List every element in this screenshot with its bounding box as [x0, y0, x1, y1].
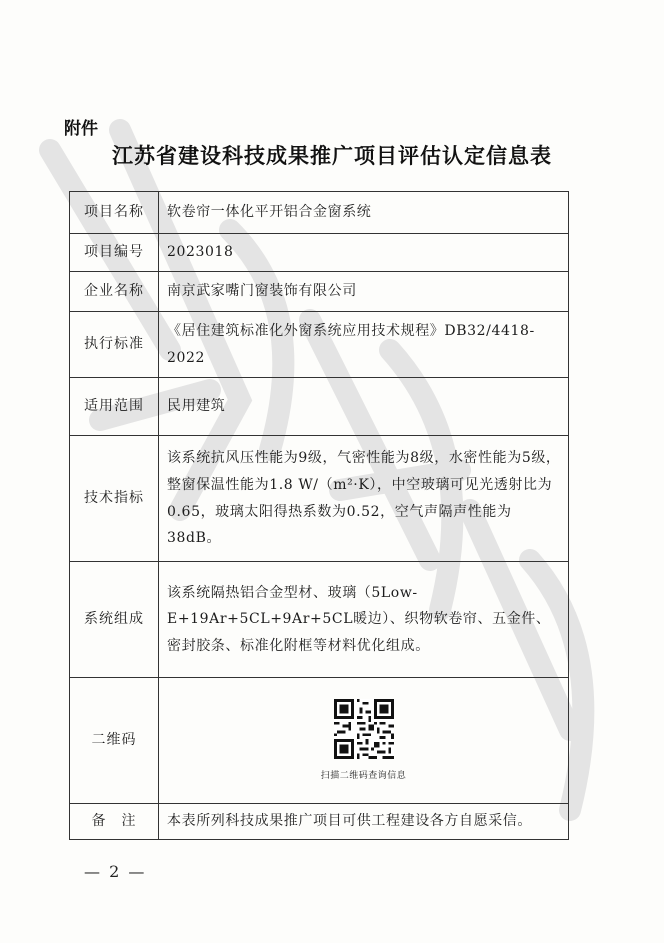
row-value-project-name: 软卷帘一体化平开铝合金窗系统 [159, 192, 569, 234]
row-label-project-number: 项目编号 [70, 234, 159, 272]
qr-caption: 扫描二维码查询信息 [320, 771, 407, 782]
row-label-composition: 系统组成 [70, 562, 159, 678]
row-label-project-name: 项目名称 [70, 192, 159, 234]
row-value-composition: 该系统隔热铝合金型材、玻璃（5Low-E+19Ar+5CL+9Ar+5CL暖边）、织物软卷帘、五金件、密封胶条、标准化附框等材料优化组成。 [159, 562, 569, 678]
page-title: 江苏省建设科技成果推广项目评估认定信息表 [112, 143, 552, 168]
table-row [70, 234, 569, 272]
row-value-remarks: 本表所列科技成果推广项目可供工程建设各方自愿采信。 [159, 804, 569, 840]
qr-code-icon [334, 699, 394, 759]
row-label-scope: 适用范围 [70, 378, 159, 436]
row-label-remarks: 备 注 [70, 804, 159, 840]
info-table [69, 191, 569, 840]
qr-cell [159, 678, 569, 804]
row-value-indicators: 该系统抗风压性能为9级，气密性能为8级，水密性能为5级，整窗保温性能为1.8 W/（m²·K），中空玻璃可见光透射比为0.65，玻璃太阳得热系数为0.52，空气声隔声性能为38dB。 [159, 436, 569, 562]
row-value-scope: 民用建筑 [159, 378, 569, 436]
row-value-company: 南京武家嘴门窗装饰有限公司 [159, 272, 569, 312]
table-row [70, 378, 569, 436]
row-label-company: 企业名称 [70, 272, 159, 312]
attachment-label: 附件 [64, 119, 98, 139]
table-row [70, 436, 569, 562]
row-value-standard: 《居住建筑标准化外窗系统应用技术规程》DB32/4418-2022 [159, 312, 569, 378]
row-label-indicators: 技术指标 [70, 436, 159, 562]
table-row [70, 804, 569, 840]
table-row [70, 562, 569, 678]
table-row [70, 272, 569, 312]
row-value-project-number: 2023018 [159, 234, 569, 272]
page-number: — 2 — [84, 862, 147, 881]
table-row [70, 192, 569, 234]
row-label-standard: 执行标准 [70, 312, 159, 378]
row-label-qrcode: 二维码 [70, 678, 159, 804]
table-row [70, 312, 569, 378]
table-row [70, 678, 569, 804]
